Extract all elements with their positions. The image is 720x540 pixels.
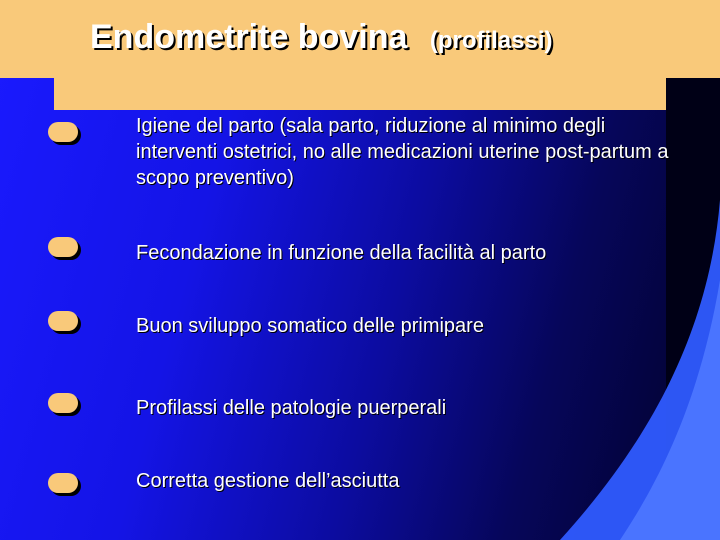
list-item: Corretta gestione dell’asciutta	[136, 470, 400, 492]
list-item: Buon sviluppo somatico delle primipare	[136, 315, 484, 337]
bullet-icon	[48, 311, 78, 331]
bullet-icon	[48, 393, 78, 413]
list-item: Profilassi delle patologie puerperali	[136, 397, 447, 419]
bullet-icon	[48, 473, 78, 493]
bullet-icon	[48, 237, 78, 257]
bullet-icon	[48, 122, 78, 142]
list-item: Igiene del parto (sala parto, riduzione al minimo degli interventi ostetrici, no alle medicazioni uterine post-partum a scopo preventivo)	[136, 115, 669, 189]
title-main: Endometrite bovina	[90, 18, 408, 56]
list-item: Fecondazione in funzione della facilità al parto	[136, 242, 547, 264]
title-subtitle: (profilassi)	[429, 27, 553, 54]
page-title	[90, 18, 553, 57]
